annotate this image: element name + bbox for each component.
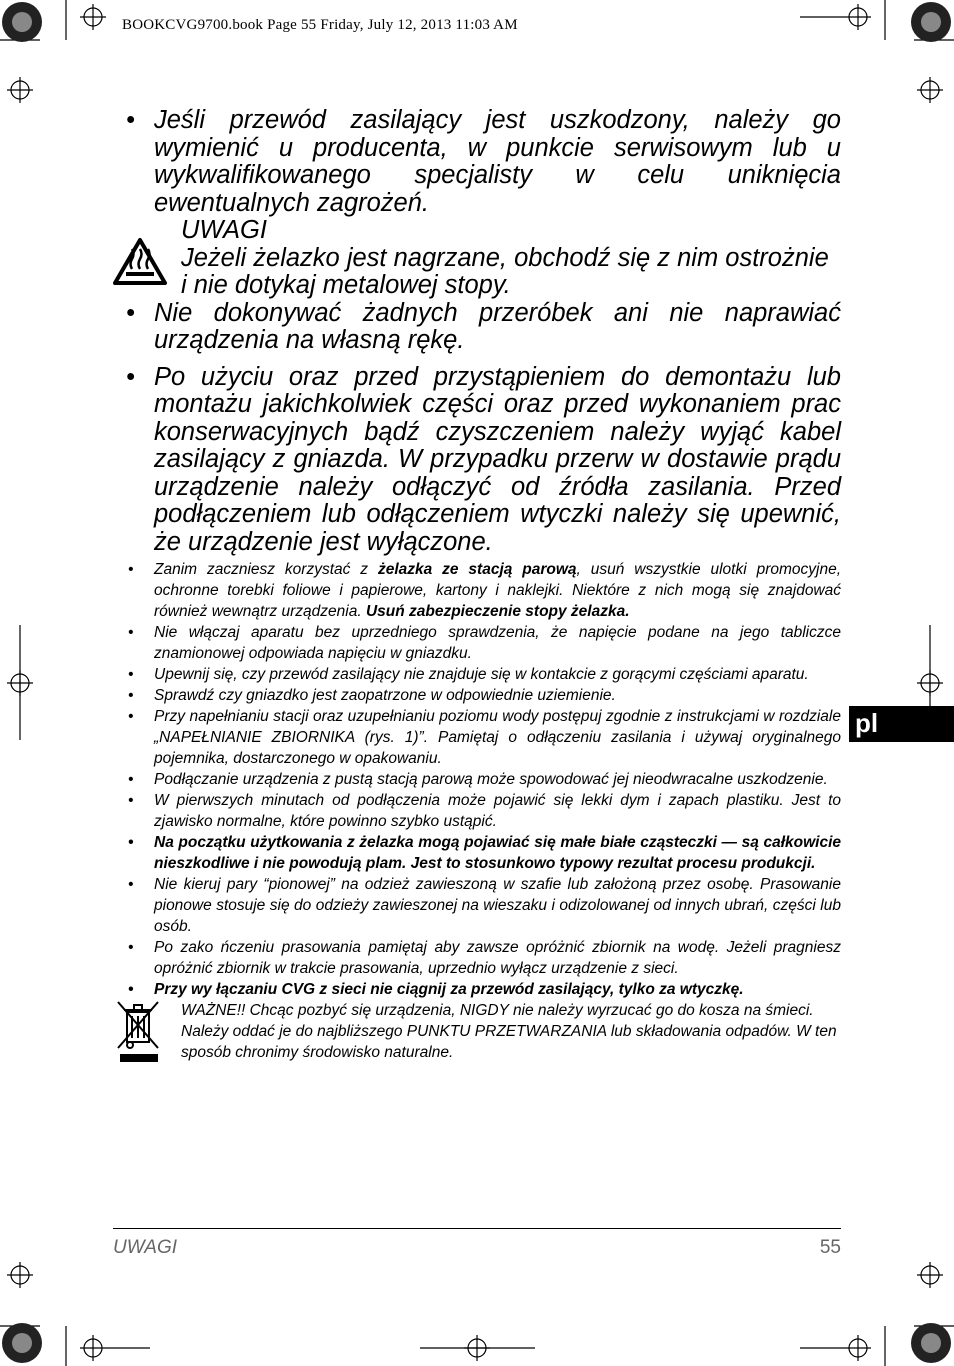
small-bullet-item bbox=[120, 790, 841, 832]
list-item-text: Po użyciu oraz przed przystąpieniem do demontażu lub montażu jakichkolwiek części oraz przed wykonaniem prac konserwacyjnych bądź czyszczeniem należy wyjąć kabel zasilający z gniazda. W przypadku przerw w dostawie prądu urządzenie należy odłączyć od źródła zasilania. Przed podłączeniem lub odłączeniem wtyczki należy się upewnić, że urządzenie jest wyłączone. bbox=[154, 362, 841, 556]
list-item-text: Sprawdź czy gniazdko jest zaopatrzone w odpowiednie uziemienie. bbox=[154, 687, 616, 704]
language-tab: pl bbox=[849, 706, 954, 742]
list-item-text: Upewnij się, czy przewód zasilający nie znajduje się w kontakcie z gorącymi częściami aparatu. bbox=[154, 666, 809, 683]
bullet-icon: • bbox=[128, 708, 134, 725]
large-bullet-item bbox=[120, 107, 841, 217]
list-item-text: Na początku użytkowania z żelazka mogą pojawiać się małe białe cząsteczki — są całkowicie nieszkodliwe i nie powodują plam. Jest to stosunkowo typowy rezultat procesu produkcji. bbox=[154, 834, 841, 872]
caution-title: UWAGI bbox=[181, 216, 267, 244]
disposal-notice bbox=[120, 1000, 841, 1063]
disposal-text: WAŻNE!! Chcąc pozbyć się urządzenia, NIGDY nie należy wyrzucać go do kosza na śmieci. Należy oddać je do najbliższego PUNKTU PRZETWARZANIA lub składowania odpadów. W ten sposób chronimy środowisko naturalne. bbox=[181, 1002, 837, 1061]
bullet-icon: • bbox=[128, 939, 134, 956]
small-bullet-item bbox=[120, 706, 841, 769]
small-bullet-item bbox=[120, 685, 841, 706]
bullet-icon: • bbox=[128, 624, 134, 641]
list-item-text: Po zako ńczeniu prasowania pamiętaj aby zawsze opróżnić zbiornik na wodę. Jeżeli pragniesz opróżnić zbiornik w trakcie prasowania, uprzednio wyłącz urządzenie z sieci. bbox=[154, 939, 841, 977]
list-item-text-part: , usuń wszystkie ulotki promocyjne, ochronne torebki foliowe i papierowe, kartony i naklejki. Niektóre z nich mogą się znajdować również wewnątrz urządzenia. bbox=[154, 561, 841, 620]
list-item-text-part: Zanim zaczniesz korzystać z bbox=[154, 561, 378, 578]
page-header: BOOKCVG9700.book Page 55 Friday, July 12, 2013 11:03 AM bbox=[122, 17, 518, 33]
bullet-icon: • bbox=[128, 981, 134, 998]
crossed-bin-icon bbox=[116, 1000, 162, 1070]
list-item-text: Przy wy łączaniu CVG z sieci nie ciągnij za przewód zasilający, tylko za wtyczkę. bbox=[154, 981, 744, 998]
small-bullet-item bbox=[120, 874, 841, 937]
bullet-icon: • bbox=[128, 666, 134, 683]
small-bullet-item-bold bbox=[120, 979, 841, 1000]
small-bullet-item bbox=[120, 622, 841, 664]
small-bullet-item-bold bbox=[120, 832, 841, 874]
small-bullet-item bbox=[120, 664, 841, 685]
footer-divider bbox=[113, 1228, 841, 1229]
bullet-icon: • bbox=[128, 771, 134, 788]
small-bullet-item bbox=[120, 937, 841, 979]
footer-section-title: UWAGI bbox=[113, 1237, 178, 1258]
bullet-icon: • bbox=[128, 834, 134, 851]
main-content bbox=[120, 107, 841, 1063]
list-item-text: Podłączanie urządzenia z pustą stacją parową może spowodować jej nieodwracalne uszkodzenie. bbox=[154, 771, 828, 788]
bullet-icon: • bbox=[128, 876, 134, 893]
caution-block bbox=[120, 217, 841, 300]
list-item-text: W pierwszych minutach od podłączenia może pojawić się lekki dym i zapach plastiku. Jest to zjawisko normalne, które powinno szybko ustąpić. bbox=[154, 792, 841, 830]
small-bullet-item bbox=[120, 559, 841, 622]
bullet-icon: • bbox=[128, 687, 134, 704]
list-item-text: Nie dokonywać żadnych przeróbek ani nie naprawiać urządzenia na własną rękę. bbox=[154, 298, 841, 354]
bullet-icon: • bbox=[128, 792, 134, 809]
caution-text: Jeżeli żelazko jest nagrzane, obchodź się z nim ostrożnie i nie dotykaj metalowej stopy. bbox=[181, 243, 829, 299]
bullet-icon: • bbox=[126, 362, 135, 391]
list-item-emphasis: Usuń zabezpieczenie stopy żelazka. bbox=[365, 603, 630, 620]
bullet-icon: • bbox=[126, 298, 135, 327]
hot-surface-warning-icon bbox=[112, 237, 168, 294]
bullet-icon: • bbox=[126, 106, 135, 134]
page-number: 55 bbox=[819, 1237, 841, 1258]
list-item-text: Jeśli przewód zasilający jest uszkodzony, należy go wymienić u producenta, w punkcie serwisowym lub u wykwalifikowanego specjalisty w celu uniknięcia ewentualnych zagrożeń. bbox=[154, 106, 841, 217]
large-bullet-item bbox=[120, 300, 841, 355]
list-item-text: Nie kieruj pary “pionowej” na odzież zawieszoną w szafie lub założoną przez osobę. Prasowanie pionowe stosuje się do odzieży zawieszonej na wieszaku i odizolowanej od innych ubrań, części lub osób. bbox=[154, 876, 841, 935]
list-item-text: Nie włączaj aparatu bez uprzedniego sprawdzenia, że napięcie podane na jego tabliczce znamionowej odpowiada napięciu w gniazdku. bbox=[154, 624, 841, 662]
bullet-icon: • bbox=[128, 561, 134, 578]
large-bullet-item bbox=[120, 364, 841, 557]
small-bullet-item bbox=[120, 769, 841, 790]
product-name: żelazka ze stacją parową bbox=[377, 561, 577, 578]
list-item-text: Przy napełnianiu stacji oraz uzupełnianiu poziomu wody postępuj zgodnie z instrukcjami w rozdziale „NAPEŁNIANIE ZBIORNIKA (rys. 1)”. Pamiętaj o odłączeniu zasilania i używaj oryginalnego pojemnika, dostarczonego w opakowaniu. bbox=[154, 708, 841, 767]
